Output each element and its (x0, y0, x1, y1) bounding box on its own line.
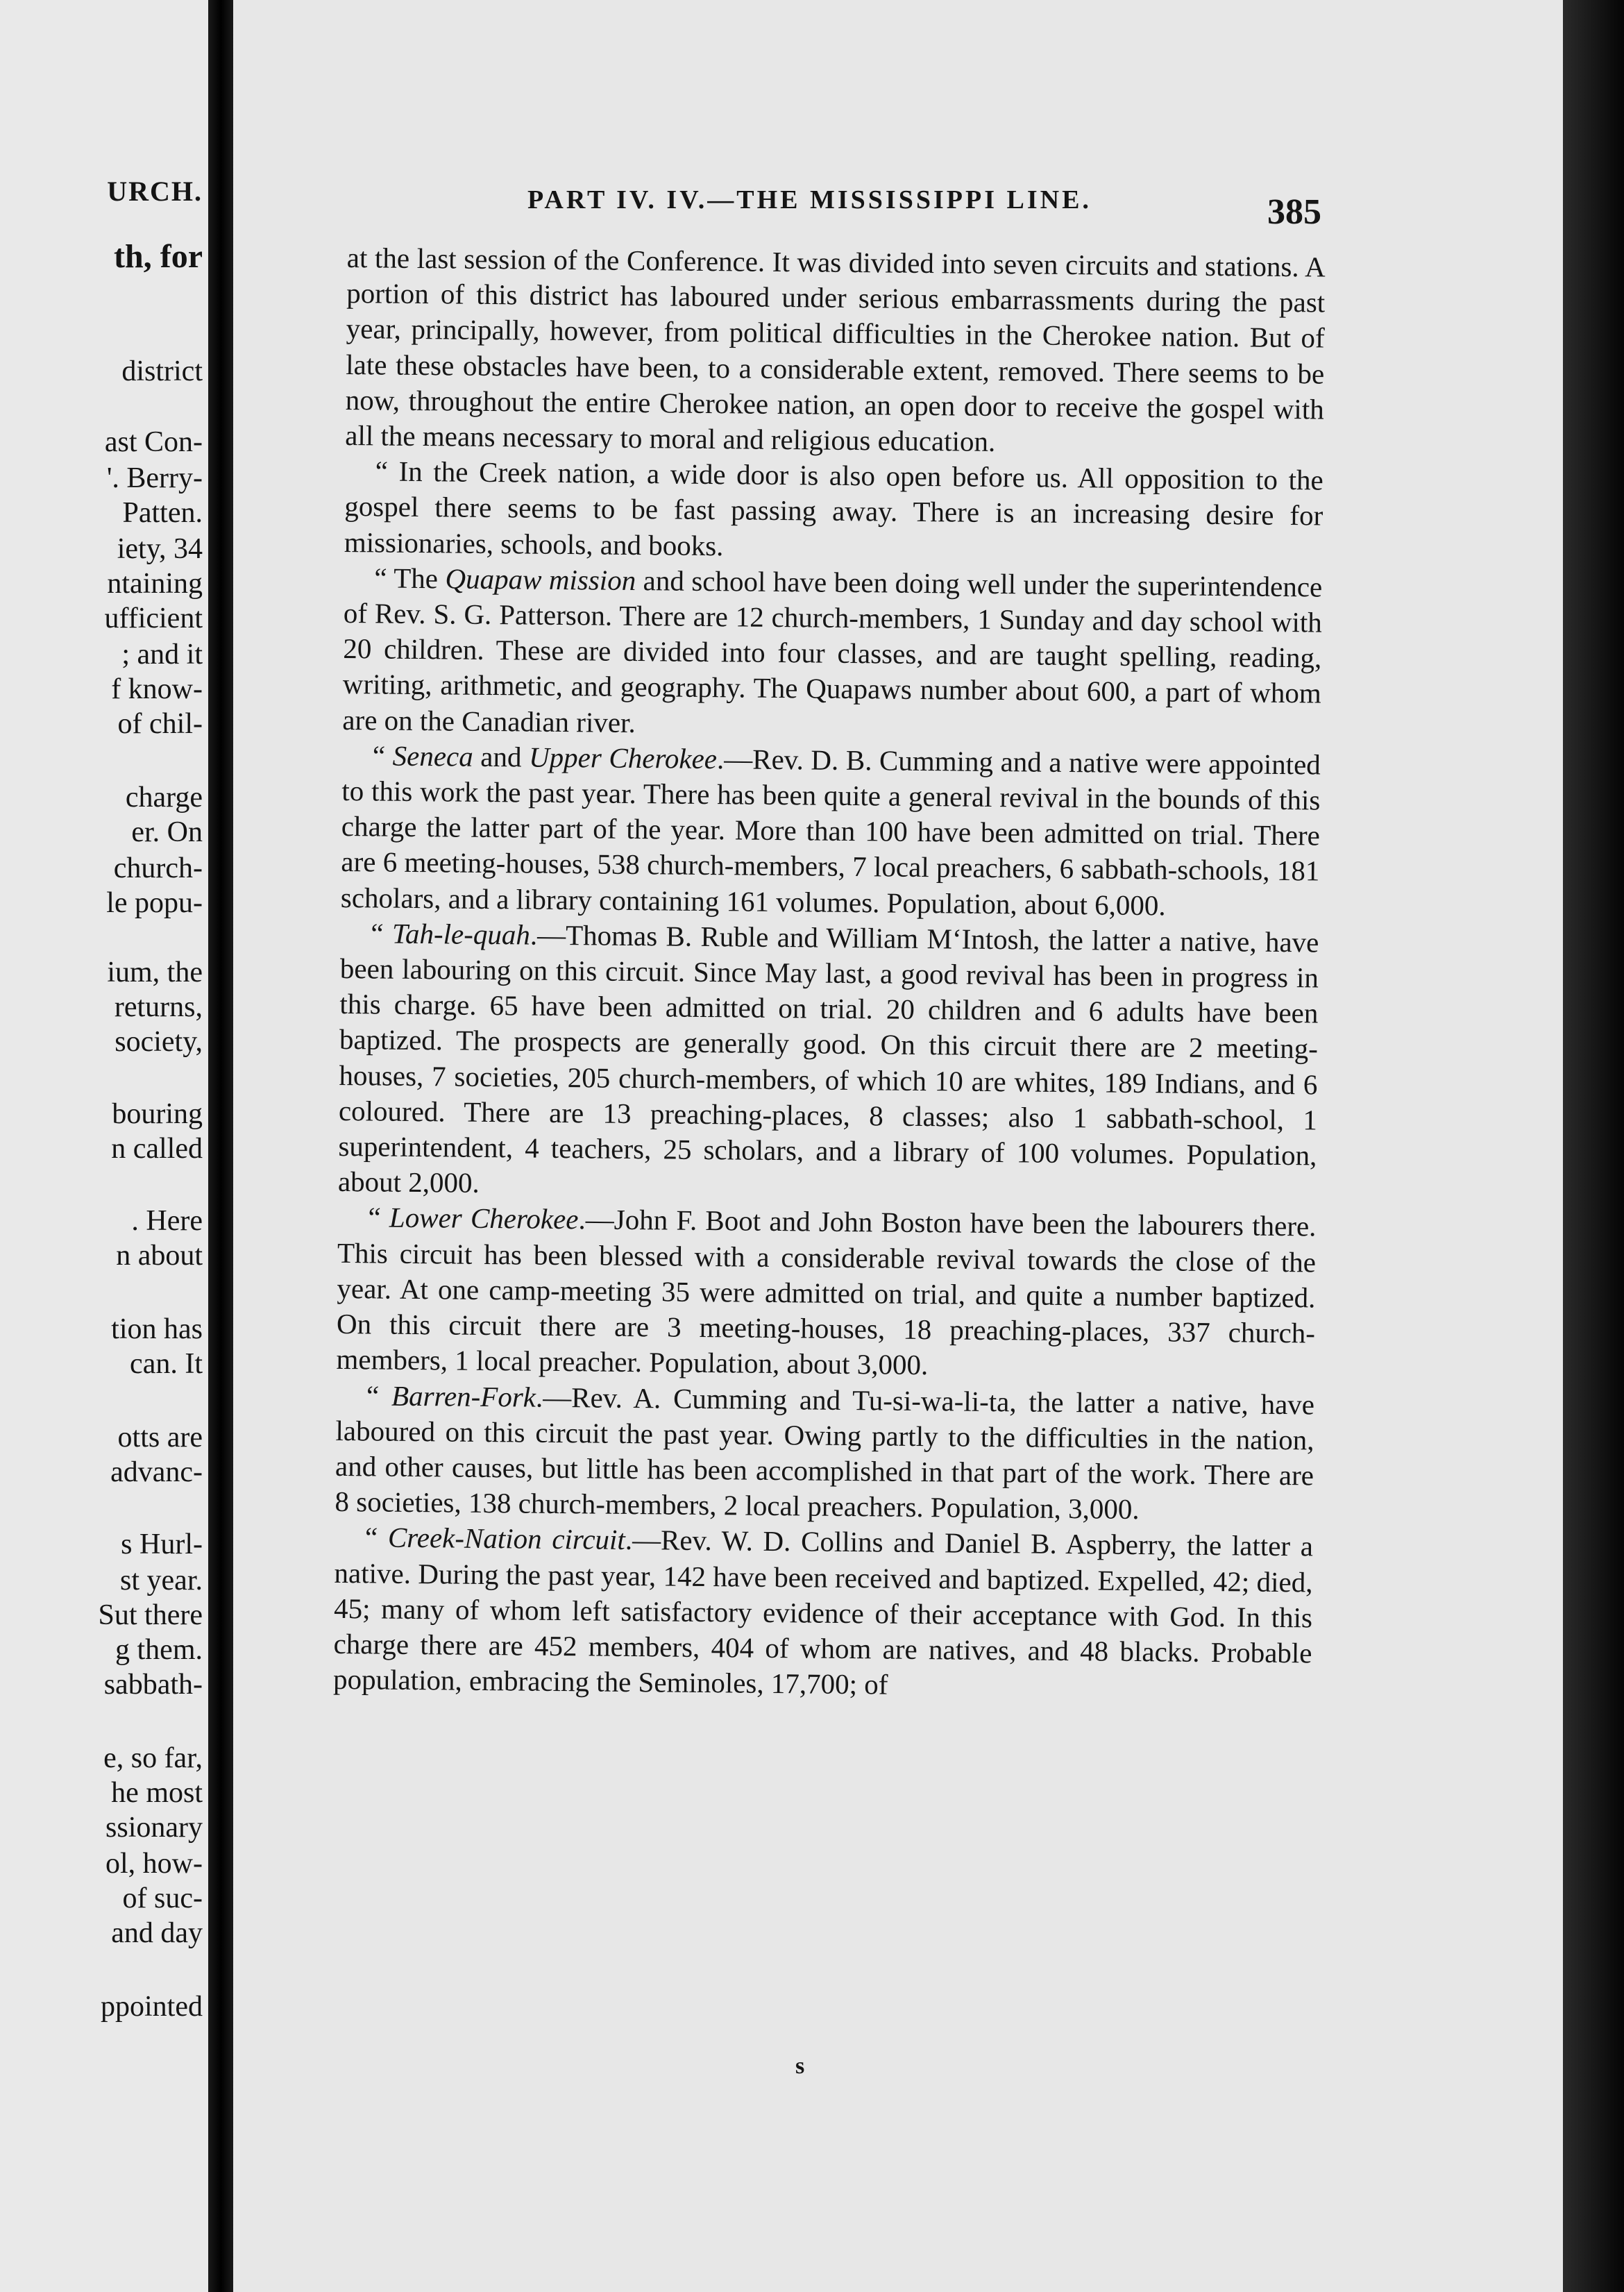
gutter-shadow (208, 0, 233, 2292)
left-page-line: n called (111, 1133, 203, 1165)
left-page-line: and day (111, 1917, 203, 1949)
left-page-line: bouring (112, 1098, 203, 1130)
left-page-line: iety, 34 (117, 533, 203, 565)
left-page-line: society, (115, 1026, 203, 1058)
left-page-line: n about (116, 1240, 203, 1272)
left-page-line: Sut there (98, 1599, 203, 1631)
paragraph: “ Barren-Fork.—Rev. A. Cumming and Tu-si-wa-li-ta, the latter a native, have laboured on this circuit the past year. Owing partly to the difficulties in the nation, and other causes, but little has been accomplished in that part of the work. There are 8 societies, 138 church-members, 2 local preachers. Population, 3,000. (335, 1379, 1315, 1526)
left-page-line: . Here (131, 1205, 203, 1237)
left-page-line: URCH. (107, 176, 203, 207)
paragraph: at the last session of the Conference. It was divided into seven circuits and stations. A portion of this district has laboured under serious embarrassments during the past year, principally, however, from political difficulties in the Cherokee nation. But of late these obstacles have been, to a considerable extent, removed. There seems to be now, throughout the entire Cherokee nation, an open door to receive the gospel with all the means necessary to moral and religious education. (345, 241, 1326, 457)
left-page-line: otts are (117, 1422, 203, 1453)
paragraph: “ Creek-Nation circuit.—Rev. W. D. Collins and Daniel B. Aspberry, the latter a native. During the past year, 142 have been received and baptized. Expelled, 42; died, 45; many of whom left satisfactory evidence of their acceptance with God. In this charge there are 452 members, 404 of whom are natives, and 48 blacks. Probable population, embracing the Seminoles, 17,700; of (332, 1521, 1314, 1701)
left-page-line: tion has (111, 1313, 203, 1345)
left-page-line: Patten. (122, 497, 203, 529)
left-page-line: can. It (130, 1348, 203, 1380)
left-page-line: district (121, 355, 203, 387)
left-page-line: returns, (114, 991, 203, 1023)
left-page-line: ast Con- (104, 426, 203, 458)
left-page-line: sabbath- (103, 1669, 203, 1701)
left-page-line: of chil- (117, 708, 203, 740)
left-page-line: ssionary (105, 1812, 203, 1844)
left-page-line: le popu- (106, 887, 203, 919)
right-page-edge (1563, 0, 1624, 2292)
running-head: PART IV. IV.—THE MISSISSIPPI LINE. (527, 185, 1092, 214)
left-page-line: church- (113, 852, 203, 884)
left-page-line: ; and it (121, 639, 203, 671)
left-page-line: ol, how- (105, 1848, 203, 1880)
left-page-line: he most (111, 1777, 203, 1809)
left-page-line: charge (125, 782, 203, 814)
signature-mark: s (795, 2053, 805, 2079)
left-page-line: e, so far, (103, 1742, 203, 1774)
left-page-line: st year. (120, 1565, 203, 1596)
left-page-line: '. Berry- (106, 462, 203, 494)
left-page-line: ppointed (101, 1991, 203, 2023)
left-page-line: g them. (115, 1634, 203, 1666)
left-page-line: er. On (131, 816, 203, 848)
left-page-line: of suc- (122, 1882, 203, 1914)
paragraph: “ Tah-le-quah.—Thomas B. Ruble and William M‘Intosh, the latter a native, have been labouring on this circuit. Since May last, a good revival has been in progress in this charge. 65 have been admitted on trial. 20 children and 6 adults have been baptized. The prospects are generally good. On this circuit there are 2 meeting-houses, 7 societies, 205 church-members, of which 10 are whites, 189 Indians, and 6 coloured. There are 13 preaching-places, 8 classes; also 1 sabbath-school, 1 superintendent, 4 teachers, 25 scholars, and a library of 100 volumes. Population, about 2,000. (337, 917, 1319, 1199)
paragraph: “ In the Creek nation, a wide door is also open before us. All opposition to the gospel there seems to be fast passing away. There is an increasing desire for missionaries, schools, and books. (344, 455, 1323, 562)
left-page-line: s Hurl- (121, 1528, 203, 1560)
left-page-line: ufficient (104, 603, 203, 634)
left-page-line: advanc- (110, 1456, 203, 1488)
left-page (0, 0, 208, 2292)
page-number: 385 (1267, 192, 1321, 232)
left-page-line: f know- (111, 673, 203, 705)
body-text (333, 240, 1326, 1707)
left-page-line: ium, the (107, 957, 203, 988)
paragraph: “ Seneca and Upper Cherokee.—Rev. D. B. Cumming and a native were appointed to this work the past year. There has been quite a general revival in the bounds of this charge the latter part of the year. More than 100 have been admitted on trial. There are 6 meeting-houses, 538 church-members, 7 local preachers, 6 sabbath-schools, 181 scholars, and a library containing 161 volumes. Population, about 6,000. (340, 739, 1321, 922)
left-page-line: ntaining (107, 568, 203, 600)
paragraph: “ Lower Cherokee.—John F. Boot and John Boston have been the labourers there. This circuit has been blessed with a considerable revival towards the close of the year. At one camp-meeting 35 were admitted on trial, and quite a number baptized. On this circuit there are 3 meeting-houses, 18 preaching-places, 337 church-members, 1 local preacher. Population, about 3,000. (336, 1201, 1317, 1381)
left-page-line: th, for (114, 238, 203, 275)
paragraph: “ The Quapaw mission and school have been doing well under the superintendence of Rev. S. G. Patterson. There are 12 church-members, 1 Sunday and day school with 20 children. These are divided into four classes, and are taught spelling, reading, writing, arithmetic, and geography. The Quapaws number about 600, a part of whom are on the Canadian river. (342, 562, 1323, 739)
